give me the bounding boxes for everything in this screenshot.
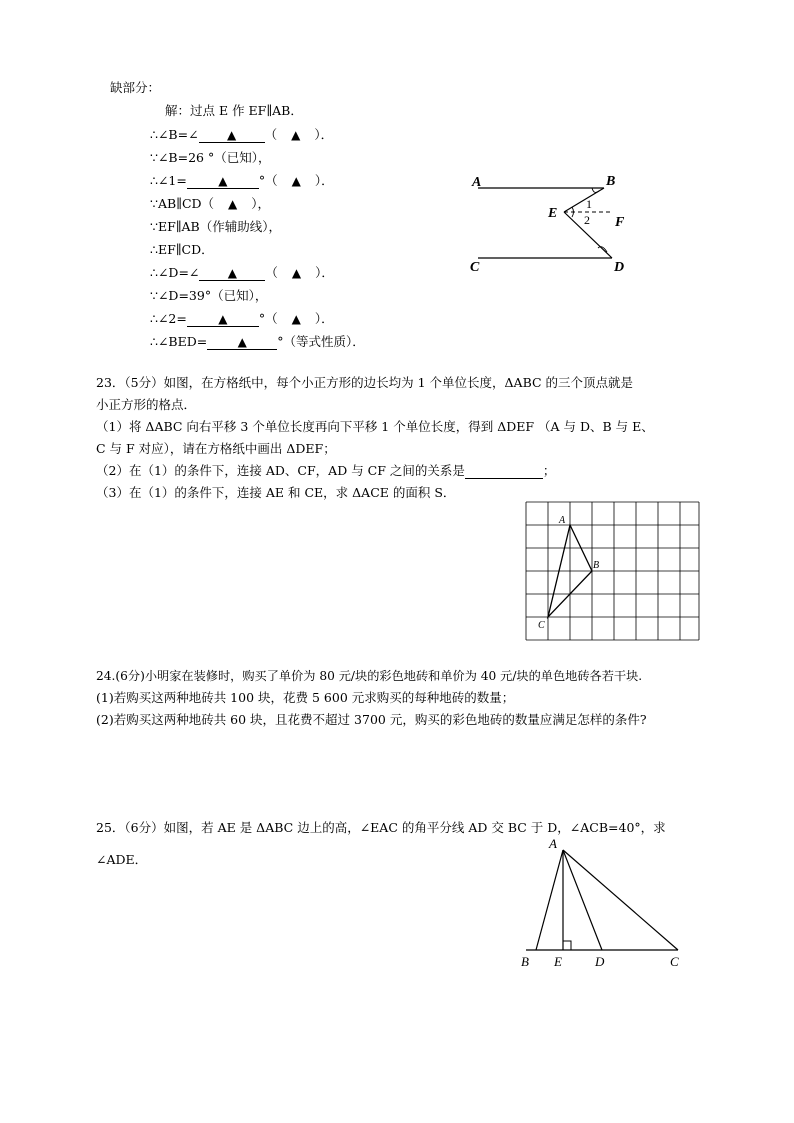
- label-e: E: [548, 206, 558, 221]
- blank-angle-2-value: [187, 313, 259, 327]
- segment-ac: [563, 850, 678, 950]
- q24-line-1: 24.(6分)小明家在装修时，购买了单价为 80 元/块的彩色地砖和单价为 40 元/块的单色地砖各若干块.: [96, 669, 643, 683]
- proof-line-5: [150, 198, 270, 211]
- label-b: B: [521, 954, 529, 969]
- q24-line-3: (2)若购买这两种地砖共 60 块，且花费不超过 3700 元，购买的彩色地砖的数量应满足怎样的条件?: [96, 712, 647, 727]
- proof-line-4: [150, 175, 334, 189]
- answer-triangle: ▲: [218, 312, 228, 326]
- grid-label-a: A: [559, 515, 566, 526]
- answer-triangle: ▲: [237, 335, 247, 349]
- blank-bed-value: [207, 336, 277, 350]
- triangle-altitude-figure: [515, 835, 695, 971]
- section-heading: 缺部分：: [110, 80, 161, 95]
- segment-ab: [536, 850, 563, 950]
- proof-line-10-text: ∴∠2=: [150, 311, 187, 326]
- proof-line-5-text: ∵AB∥CD（: [150, 196, 215, 211]
- q23-part-2-end: ；: [542, 463, 556, 478]
- answer-triangle: ▲: [291, 128, 301, 142]
- answer-blank: [465, 465, 543, 479]
- paren-close-comma: ），: [251, 196, 271, 211]
- degree-sign: °: [258, 311, 266, 326]
- answer-triangle: ▲: [227, 266, 238, 280]
- paren-open: （: [264, 127, 278, 142]
- angle-b-arc: [592, 188, 599, 192]
- proof-line-8-text: ∴∠D=∠: [150, 265, 200, 280]
- parallel-lines-figure: [460, 165, 640, 285]
- q23-part-1-line-1: （1）将 ΔABC 向右平移 3 个单位长度再向下平移 1 个单位长度，得到 ΔDEF （A 与 D、B 与 E、: [96, 419, 654, 434]
- paren-open: （: [265, 311, 278, 326]
- label-a: A: [472, 175, 482, 190]
- right-angle-mark: [563, 941, 571, 950]
- q23-stem-line-2: 小正方形的格点．: [96, 397, 197, 412]
- degree-sign: °: [258, 173, 266, 188]
- blank-angle-1-value: [187, 175, 259, 189]
- bisector-ad: [563, 850, 602, 950]
- answer-triangle: ▲: [291, 312, 301, 326]
- paren-close: ）．: [314, 127, 334, 142]
- q23-part-2: [96, 465, 555, 479]
- q23-stem-line-1: 23．（5分）如图，在方格纸中，每个小正方形的边长均为 1 个单位长度，ΔABC 的三个顶点就是: [96, 375, 634, 390]
- blank-angle-2: [199, 267, 265, 281]
- q23-part-1-line-2: C 与 F 对应），请在方格纸中画出 ΔDEF；: [96, 441, 336, 456]
- answer-triangle: ▲: [291, 266, 302, 280]
- paren-close: ）．: [315, 265, 334, 280]
- equality-property: （等式性质）．: [283, 334, 365, 349]
- label-a: A: [549, 836, 557, 851]
- label-f: F: [615, 215, 625, 230]
- proof-line-11-text: ∴∠BED=: [150, 334, 208, 349]
- blank-angle-1: [199, 129, 265, 143]
- label-angle-2: 2: [584, 213, 590, 227]
- grid-figure: [520, 498, 706, 644]
- grid-label-b: B: [593, 560, 600, 571]
- q23-part-2-text: （2）在（1）的条件下，连接 AD、CF，AD 与 CF 之间的关系是: [96, 463, 465, 478]
- answer-triangle: ▲: [291, 174, 301, 188]
- proof-line-10: [150, 313, 334, 327]
- degree-sign: °: [277, 334, 284, 349]
- proof-line-11: [150, 336, 365, 350]
- label-angle-1: 1: [586, 197, 592, 211]
- label-b: B: [606, 174, 616, 189]
- answer-triangle: ▲: [218, 174, 228, 188]
- q24-line-2: (1)若购买这两种地砖共 100 块，花费 5 600 元求购买的每种地砖的数量；: [96, 690, 515, 705]
- proof-line-2-text: ∴∠B=∠: [150, 127, 199, 142]
- proof-line-8: [150, 267, 334, 281]
- label-d: D: [595, 954, 605, 969]
- proof-line-2: [150, 129, 333, 143]
- grid-label-c: C: [538, 620, 545, 631]
- label-c: C: [470, 260, 480, 275]
- label-c: C: [670, 954, 679, 969]
- answer-triangle: ▲: [226, 128, 237, 142]
- label-d: D: [614, 260, 625, 275]
- q25-line-1: 25．（6分）如图，若 AE 是 ΔABC 边上的高，∠EAC 的角平分线 AD 交 BC 于 D，∠ACB=40°，求: [96, 820, 666, 835]
- proof-line-3: ∵∠B=26 °（已知），: [150, 150, 271, 165]
- q23-part-3: （3）在（1）的条件下，连接 AE 和 CE，求 ΔACE 的面积 S．: [96, 485, 456, 500]
- proof-line-6: ∵EF∥AB（作辅助线），: [150, 219, 281, 234]
- paren-open: （: [265, 265, 278, 280]
- paren-close: ）．: [314, 311, 334, 326]
- grid-lines: [526, 502, 699, 640]
- label-e: E: [554, 954, 562, 969]
- proof-line-1: 解：过点 E 作 EF∥AB．: [165, 103, 303, 118]
- proof-line-7: ∴EF∥CD．: [150, 242, 214, 257]
- paren-open: （: [265, 173, 278, 188]
- proof-line-4-text: ∴∠1=: [150, 173, 187, 188]
- paren-close: ）．: [314, 173, 334, 188]
- proof-line-9: ∵∠D=39°（已知），: [150, 288, 268, 303]
- answer-triangle: ▲: [228, 197, 238, 211]
- q25-line-2: ∠ADE．: [96, 852, 148, 867]
